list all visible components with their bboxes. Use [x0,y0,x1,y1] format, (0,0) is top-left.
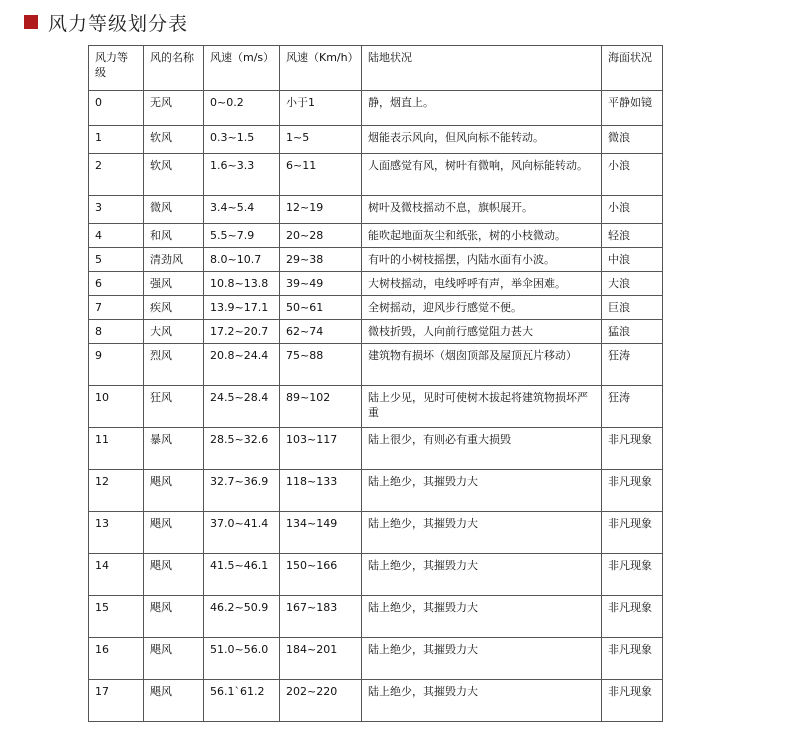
table-cell: 陆上绝少，其摧毁力大 [362,596,602,638]
table-cell: 7 [89,296,144,320]
table-cell: 强风 [144,272,204,296]
table-row [89,596,663,638]
table-row [89,320,663,344]
table-cell: 狂涛 [602,344,663,386]
table-cell: 非凡现象 [602,470,663,512]
table-row [89,638,663,680]
table-cell: 烈风 [144,344,204,386]
table-row [89,386,663,428]
table-cell: 非凡现象 [602,428,663,470]
table-cell: 大树枝摇动，电线呼呼有声，举伞困难。 [362,272,602,296]
table-cell: 17.2~20.7 [204,320,280,344]
table-cell: 184~201 [280,638,362,680]
table-cell: 狂涛 [602,386,663,428]
table-cell: 非凡现象 [602,554,663,596]
table-cell: 人面感觉有风，树叶有微响，风向标能转动。 [362,154,602,196]
table-cell: 1~5 [280,126,362,154]
table-cell: 非凡现象 [602,596,663,638]
table-cell: 陆上绝少，其摧毁力大 [362,470,602,512]
table-cell: 202~220 [280,680,362,722]
table-cell: 6~11 [280,154,362,196]
table-cell: 烟能表示风向，但风向标不能转动。 [362,126,602,154]
table-cell: 陆上少见，见时可使树木拔起将建筑物损坏严重 [362,386,602,428]
header-cell: 海面状况 [602,46,663,91]
table-cell: 15 [89,596,144,638]
table-cell: 大浪 [602,272,663,296]
table-row [89,512,663,554]
table-cell: 非凡现象 [602,512,663,554]
table-cell: 软风 [144,154,204,196]
table-cell: 39~49 [280,272,362,296]
table-cell: 陆上很少，有则必有重大损毁 [362,428,602,470]
table-cell: 10 [89,386,144,428]
table-cell: 56.1`61.2 [204,680,280,722]
table-cell: 3 [89,196,144,224]
table-cell: 0.3~1.5 [204,126,280,154]
table-cell: 4 [89,224,144,248]
table-cell: 能吹起地面灰尘和纸张，树的小枝微动。 [362,224,602,248]
table-cell: 103~117 [280,428,362,470]
table-row [89,428,663,470]
table-cell: 微枝折毁，人向前行感觉阻力甚大 [362,320,602,344]
table-row [89,126,663,154]
table-cell: 20.8~24.4 [204,344,280,386]
table-cell: 中浪 [602,248,663,272]
table-cell: 树叶及微枝摇动不息，旗帜展开。 [362,196,602,224]
table-cell: 软风 [144,126,204,154]
table-cell: 狂风 [144,386,204,428]
table-cell: 小于1 [280,91,362,126]
table-cell: 89~102 [280,386,362,428]
table-cell: 微浪 [602,126,663,154]
table-cell: 134~149 [280,512,362,554]
table-cell: 有叶的小树枝摇摆，内陆水面有小波。 [362,248,602,272]
table-cell: 5 [89,248,144,272]
table-cell: 平静如镜 [602,91,663,126]
table-cell: 陆上绝少，其摧毁力大 [362,554,602,596]
table-cell: 16 [89,638,144,680]
table-row [89,470,663,512]
table-cell: 陆上绝少，其摧毁力大 [362,680,602,722]
table-row [89,272,663,296]
table-row [89,154,663,196]
table-row [89,196,663,224]
table-cell: 轻浪 [602,224,663,248]
table-cell: 118~133 [280,470,362,512]
header-cell: 风速（Km/h） [280,46,362,91]
table-cell: 无风 [144,91,204,126]
table-cell: 暴风 [144,428,204,470]
table-cell: 20~28 [280,224,362,248]
table-cell: 6 [89,272,144,296]
table-cell: 32.7~36.9 [204,470,280,512]
table-cell: 28.5~32.6 [204,428,280,470]
table-cell: 10.8~13.8 [204,272,280,296]
table-cell: 14 [89,554,144,596]
table-cell: 37.0~41.4 [204,512,280,554]
wind-scale-table [88,45,663,722]
table-cell: 0 [89,91,144,126]
table-cell: 150~166 [280,554,362,596]
table-cell: 1 [89,126,144,154]
table-cell: 17 [89,680,144,722]
table-cell: 50~61 [280,296,362,320]
table-cell: 41.5~46.1 [204,554,280,596]
table-cell: 陆上绝少，其摧毁力大 [362,638,602,680]
table-cell: 13 [89,512,144,554]
table-cell: 8 [89,320,144,344]
table-cell: 2 [89,154,144,196]
table-row [89,224,663,248]
table-cell: 建筑物有损坏（烟囱顶部及屋顶瓦片移动） [362,344,602,386]
table-row [89,91,663,126]
table-cell: 12~19 [280,196,362,224]
table-row [89,554,663,596]
title-marker [24,15,38,29]
table-cell: 8.0~10.7 [204,248,280,272]
table-row [89,680,663,722]
table-cell: 75~88 [280,344,362,386]
table-cell: 5.5~7.9 [204,224,280,248]
table-cell: 13.9~17.1 [204,296,280,320]
page-title-bar [24,10,188,34]
table-cell: 62~74 [280,320,362,344]
table-cell: 飓风 [144,554,204,596]
table-cell: 猛浪 [602,320,663,344]
table-cell: 飓风 [144,680,204,722]
table-cell: 29~38 [280,248,362,272]
table-cell: 12 [89,470,144,512]
table-cell: 清劲风 [144,248,204,272]
table-cell: 大风 [144,320,204,344]
table-cell: 飓风 [144,596,204,638]
table-cell: 非凡现象 [602,638,663,680]
table-cell: 小浪 [602,196,663,224]
table-cell: 静，烟直上。 [362,91,602,126]
table-cell: 飓风 [144,512,204,554]
table-cell: 24.5~28.4 [204,386,280,428]
header-cell: 风的名称 [144,46,204,91]
table-cell: 1.6~3.3 [204,154,280,196]
table-cell: 飓风 [144,638,204,680]
header-cell: 风速（m/s） [204,46,280,91]
table-cell: 3.4~5.4 [204,196,280,224]
table-cell: 0~0.2 [204,91,280,126]
table-row [89,248,663,272]
table-cell: 11 [89,428,144,470]
header-cell: 风力等级 [89,46,144,91]
table-cell: 和风 [144,224,204,248]
table-header-row [89,46,663,91]
table-cell: 微风 [144,196,204,224]
table-cell: 全树摇动，迎风步行感觉不便。 [362,296,602,320]
table-cell: 非凡现象 [602,680,663,722]
table-cell: 疾风 [144,296,204,320]
table-cell: 飓风 [144,470,204,512]
table-cell: 167~183 [280,596,362,638]
table-cell: 51.0~56.0 [204,638,280,680]
table-cell: 陆上绝少，其摧毁力大 [362,512,602,554]
table-cell: 9 [89,344,144,386]
table-cell: 巨浪 [602,296,663,320]
table-cell: 小浪 [602,154,663,196]
page-title: 风力等级划分表 [48,12,189,35]
header-cell: 陆地状况 [362,46,602,91]
table-cell: 46.2~50.9 [204,596,280,638]
table-row [89,296,663,320]
table-row [89,344,663,386]
